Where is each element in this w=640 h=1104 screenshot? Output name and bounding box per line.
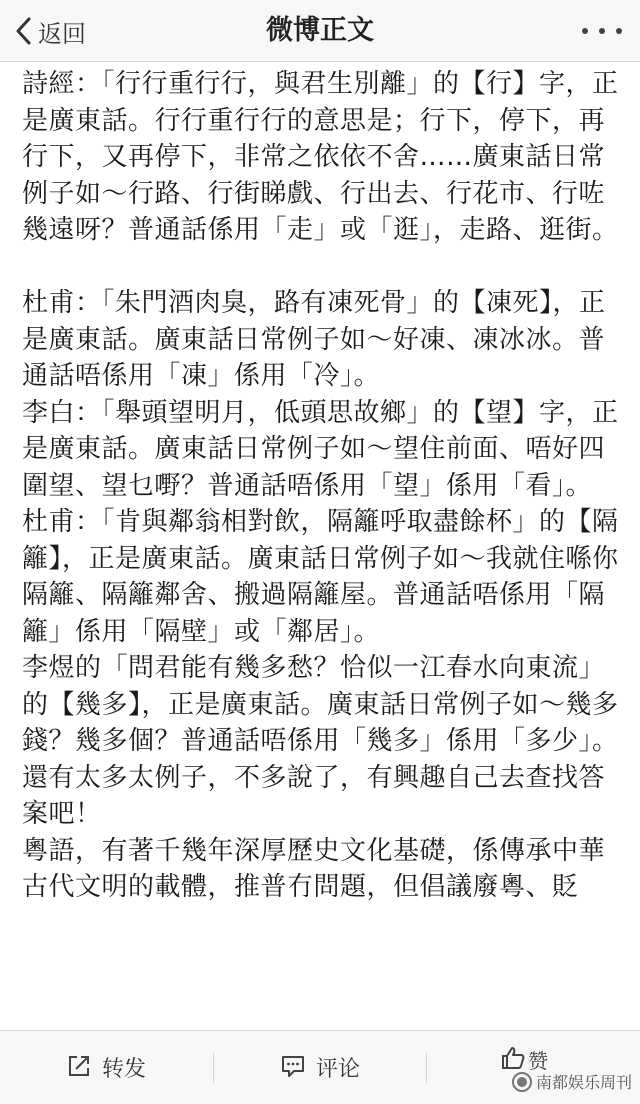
post-paragraph: 詩經：「行行重行行，與君生別離」的【行】字，正是廣東話。行行重行行的意思是；行下，停下，再行下，又再停下，非常之依依不舍……廣東話日常例子如～行路、行街睇戲、行出去、行花市、行咗幾遠呀？普通話係用「走」或「逛」，走路、逛街。 — [22, 69, 619, 245]
wechat-logo-icon — [512, 1072, 532, 1092]
watermark — [512, 1070, 632, 1093]
toolbar-divider — [213, 1053, 214, 1083]
page-title: 微博正文 — [266, 15, 374, 46]
chevron-left-icon — [14, 16, 32, 46]
more-options-button[interactable] — [582, 14, 622, 48]
comment-label: 评论 — [316, 1057, 361, 1082]
post-paragraph: 杜甫：「肯與鄰翁相對飲，隔籬呼取盡餘杯」的【隔籬】，正是廣東話。廣東話日常例子如～我就住喺你隔籬、隔籬鄰舍、搬過隔籬屋。普通話唔係用「隔籬」係用「隔壁」或「鄰居」。 — [22, 507, 619, 647]
like-button[interactable] — [500, 1031, 548, 1104]
share-icon — [66, 1053, 92, 1083]
back-button[interactable] — [14, 12, 86, 50]
post-paragraph: 杜甫：「朱門酒肉臭，路有凍死骨」的【凍死】，正是廣東話。廣東話日常例子如～好凍、凍冰冰。普通話唔係用「凍」係用「冷」。 — [22, 288, 606, 391]
back-label: 返回 — [38, 19, 86, 48]
post-paragraph: 李白：「舉頭望明月，低頭思故鄉」的【望】字，正是廣東話。廣東話日常例子如～望住前面、唔好四圍望、望乜嘢？普通話唔係用「望」係用「看」。 — [22, 397, 619, 501]
dot-icon — [616, 28, 622, 34]
comment-button[interactable] — [280, 1031, 360, 1104]
comment-icon — [280, 1053, 306, 1083]
repost-label: 转发 — [102, 1057, 147, 1082]
post-paragraph: 李煜的「問君能有幾多愁？恰似一江春水向東流」的【幾多】，正是廣東話。廣東話日常例子如～幾多錢？幾多個？普通話唔係用「幾多」係用「多少」。 — [22, 653, 619, 756]
post-paragraph: 粵語，有著千幾年深厚歷史文化基礎，係傳承中華古代文明的載體，推普冇問題，但倡議廢粵、貶 — [22, 835, 606, 902]
paragraph-spacer — [22, 249, 622, 286]
repost-button[interactable] — [66, 1031, 146, 1104]
like-label: 赞 — [528, 1049, 548, 1073]
post-body — [22, 66, 622, 1028]
watermark-text: 南都娱乐周刊 — [535, 1073, 632, 1092]
post-paragraph: 還有太多太例子，不多說了，有興趣自己去查找答案吧！ — [22, 762, 606, 829]
dot-icon — [599, 28, 605, 34]
toolbar-divider — [426, 1053, 427, 1083]
dot-icon — [582, 28, 588, 34]
top-nav-bar — [0, 0, 640, 62]
